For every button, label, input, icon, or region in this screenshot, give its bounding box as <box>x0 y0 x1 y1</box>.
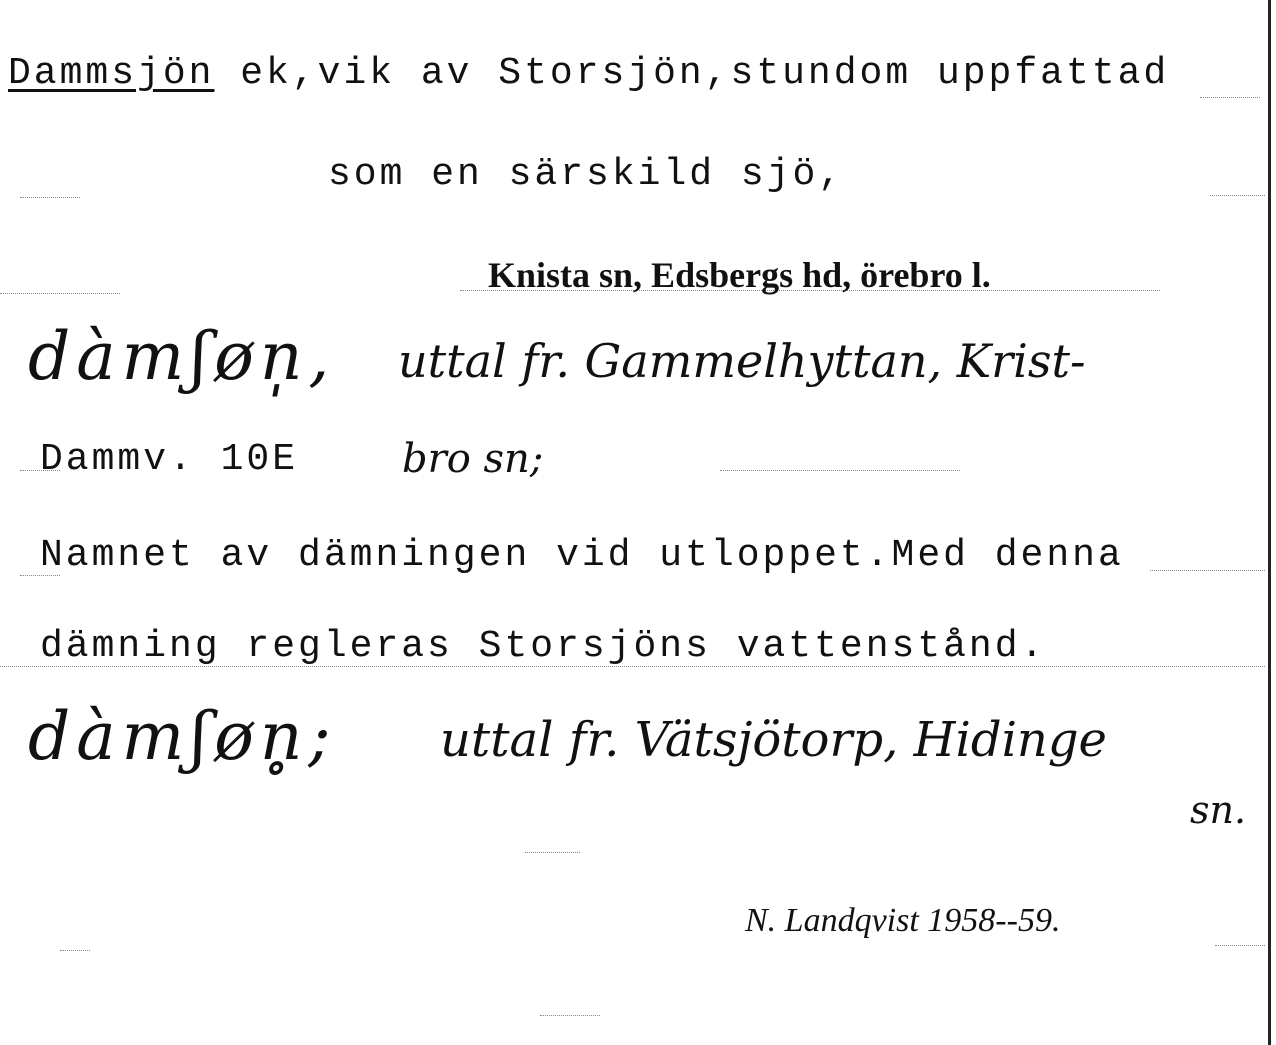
map-reference: Dammv. 10E <box>40 438 299 481</box>
definition-line-2: som en särskild sjö, <box>328 153 845 196</box>
definition-text: ek,vik av Storsjön,stundom uppfattad <box>214 52 1170 95</box>
pronunciation-1: dàmʃøn̩, <box>28 318 336 395</box>
dotted-rule <box>1215 945 1265 946</box>
pronunciation-1-note-cont: bro sn; <box>402 436 544 482</box>
dotted-rule <box>1150 570 1265 571</box>
dotted-rule <box>1210 195 1265 196</box>
dotted-rule <box>540 1015 600 1016</box>
card-edge <box>1268 0 1271 1045</box>
collector-signature: N. Landqvist 1958--59. <box>745 902 1061 939</box>
pronunciation-2: dàmʃøn̥; <box>28 698 337 775</box>
note-line-1: Namnet av dämningen vid utloppet.Med denna <box>40 534 1124 577</box>
pronunciation-2-note: uttal fr. Vätsjötorp, Hidinge <box>440 712 1107 768</box>
dotted-rule <box>720 470 960 471</box>
headword: Dammsjön <box>8 52 215 95</box>
dotted-rule <box>525 852 580 853</box>
dotted-rule <box>1200 97 1260 98</box>
location-line: Knista sn, Edsbergs hd, örebro l. <box>488 255 991 295</box>
pronunciation-2-note-cont: sn. <box>1190 788 1247 832</box>
dotted-rule <box>60 950 90 951</box>
dotted-rule <box>20 197 80 198</box>
note-line-2: dämning regleras Storsjöns vattenstånd. <box>40 625 1047 668</box>
definition-line-1 <box>8 52 1169 95</box>
pronunciation-1-note: uttal fr. Gammelhyttan, Krist- <box>398 334 1086 388</box>
dotted-rule <box>0 293 120 294</box>
